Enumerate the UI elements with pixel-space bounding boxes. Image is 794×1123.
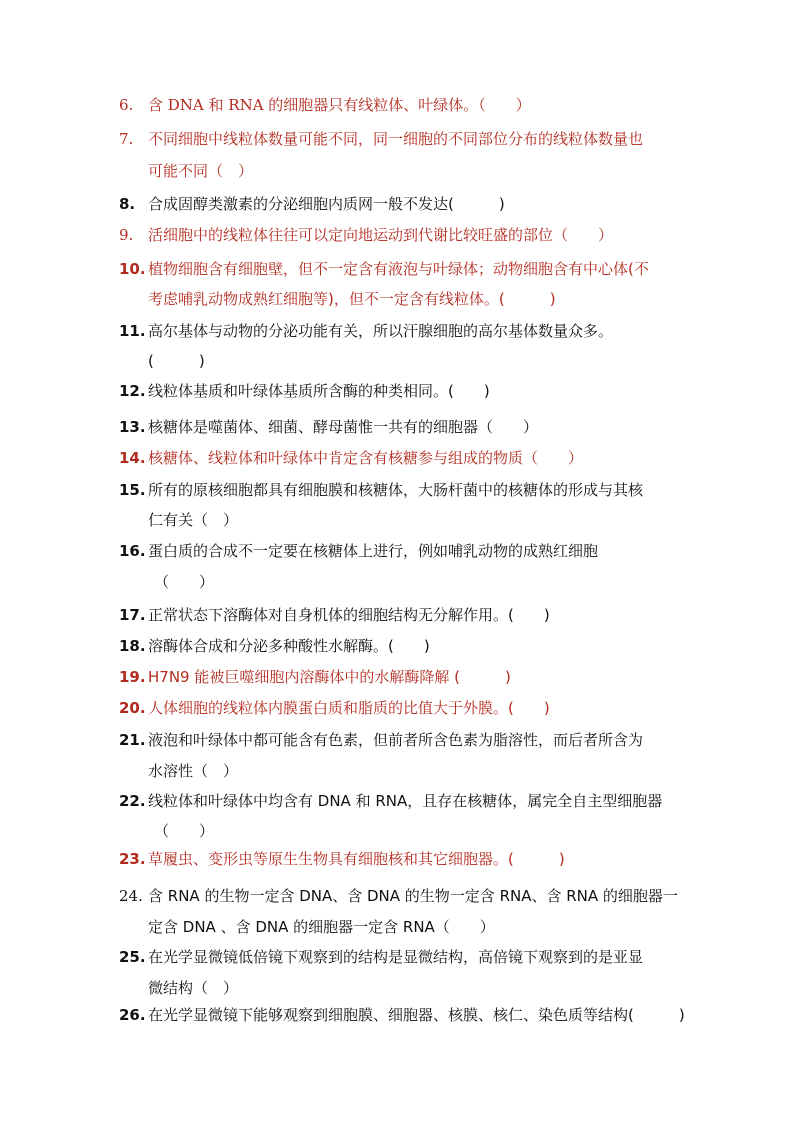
answer-blank: （ ） xyxy=(154,573,215,591)
question-text: 线粒体基质和叶绿体基质所含酶的种类相同。( ) xyxy=(148,382,490,400)
question-number: 19. xyxy=(119,668,146,686)
question-number: 7. xyxy=(119,130,134,148)
question-text: 正常状态下溶酶体对自身机体的细胞结构无分解作用。( ) xyxy=(148,606,550,624)
question-text-cont: 水溶性（ ） xyxy=(148,762,239,780)
question-number: 26. xyxy=(119,1006,146,1024)
question-text: 活细胞中的线粒体往往可以定向地运动到代谢比较旺盛的部位（ ） xyxy=(148,226,614,244)
question-text-cont: 可能不同（ ） xyxy=(148,162,254,180)
question-number: 14. xyxy=(119,449,146,467)
question-text-cont: 定含 DNA 、含 DNA 的细胞器一定含 RNA（ ） xyxy=(148,918,495,936)
question-text: 草履虫、变形虫等原生生物具有细胞核和其它细胞器。( ) xyxy=(148,850,565,868)
question-number: 11. xyxy=(119,322,146,340)
question-text: 核糖体、线粒体和叶绿体中肯定含有核糖参与组成的物质（ ） xyxy=(148,449,584,467)
question-text: 高尔基体与动物的分泌功能有关，所以汗腺细胞的高尔基体数量众多。 xyxy=(148,322,614,340)
question-text-cont: 仁有关（ ） xyxy=(148,511,239,529)
question-text: 溶酶体合成和分泌多种酸性水解酶。( ) xyxy=(148,637,430,655)
question-text: 在光学显微镜下能够观察到细胞膜、细胞器、核膜、核仁、染色质等结构( ) xyxy=(148,1006,685,1024)
answer-blank: （ ） xyxy=(154,822,215,840)
question-text: 不同细胞中线粒体数量可能不同，同一细胞的不同部位分布的线粒体数量也 xyxy=(148,130,644,148)
question-text: 人体细胞的线粒体内膜蛋白质和脂质的比值大于外膜。( ) xyxy=(148,699,550,717)
question-number: 8. xyxy=(119,195,136,213)
question-text: H7N9 能被巨噬细胞内溶酶体中的水解酶降解 ( ) xyxy=(148,668,511,686)
question-number: 9. xyxy=(119,226,134,244)
question-text: 线粒体和叶绿体中均含有 DNA 和 RNA，且存在核糖体，属完全自主型细胞器 xyxy=(148,792,663,810)
question-number: 16. xyxy=(119,542,146,560)
question-text: 在光学显微镜低倍镜下观察到的结构是显微结构，高倍镜下观察到的是亚显 xyxy=(148,948,644,966)
question-text-cont: 考虑哺乳动物成熟红细胞等)，但不一定含有线粒体。( ) xyxy=(148,290,556,308)
question-number: 12. xyxy=(119,382,146,400)
answer-blank: ( ) xyxy=(148,352,205,370)
question-number: 13. xyxy=(119,418,146,436)
question-number: 24. xyxy=(119,887,143,905)
question-number: 15. xyxy=(119,481,146,499)
question-number: 25. xyxy=(119,948,146,966)
question-text: 含 DNA 和 RNA 的细胞器只有线粒体、叶绿体。（ ） xyxy=(148,96,531,114)
question-text: 合成固醇类激素的分泌细胞内质网一般不发达( ) xyxy=(148,195,505,213)
question-number: 10. xyxy=(119,260,146,278)
question-number: 23. xyxy=(119,850,146,868)
question-number: 17. xyxy=(119,606,146,624)
question-number: 18. xyxy=(119,637,146,655)
question-text: 所有的原核细胞都具有细胞膜和核糖体，大肠杆菌中的核糖体的形成与其核 xyxy=(148,481,644,499)
question-text: 含 RNA 的生物一定含 DNA、含 DNA 的生物一定含 RNA、含 RNA 的细胞器一 xyxy=(148,887,678,905)
question-text-cont: 微结构（ ） xyxy=(148,979,239,997)
question-text: 液泡和叶绿体中都可能含有色素，但前者所含色素为脂溶性，而后者所含为 xyxy=(148,731,644,749)
question-number: 22. xyxy=(119,792,146,810)
question-text: 蛋白质的合成不一定要在核糖体上进行，例如哺乳动物的成熟红细胞 xyxy=(148,542,599,560)
question-text: 核糖体是噬菌体、细菌、酵母菌惟一共有的细胞器（ ） xyxy=(148,418,539,436)
question-number: 20. xyxy=(119,699,146,717)
question-number: 6. xyxy=(119,96,134,114)
question-number: 21. xyxy=(119,731,146,749)
question-text: 植物细胞含有细胞壁，但不一定含有液泡与叶绿体；动物细胞含有中心体(不 xyxy=(148,260,649,278)
